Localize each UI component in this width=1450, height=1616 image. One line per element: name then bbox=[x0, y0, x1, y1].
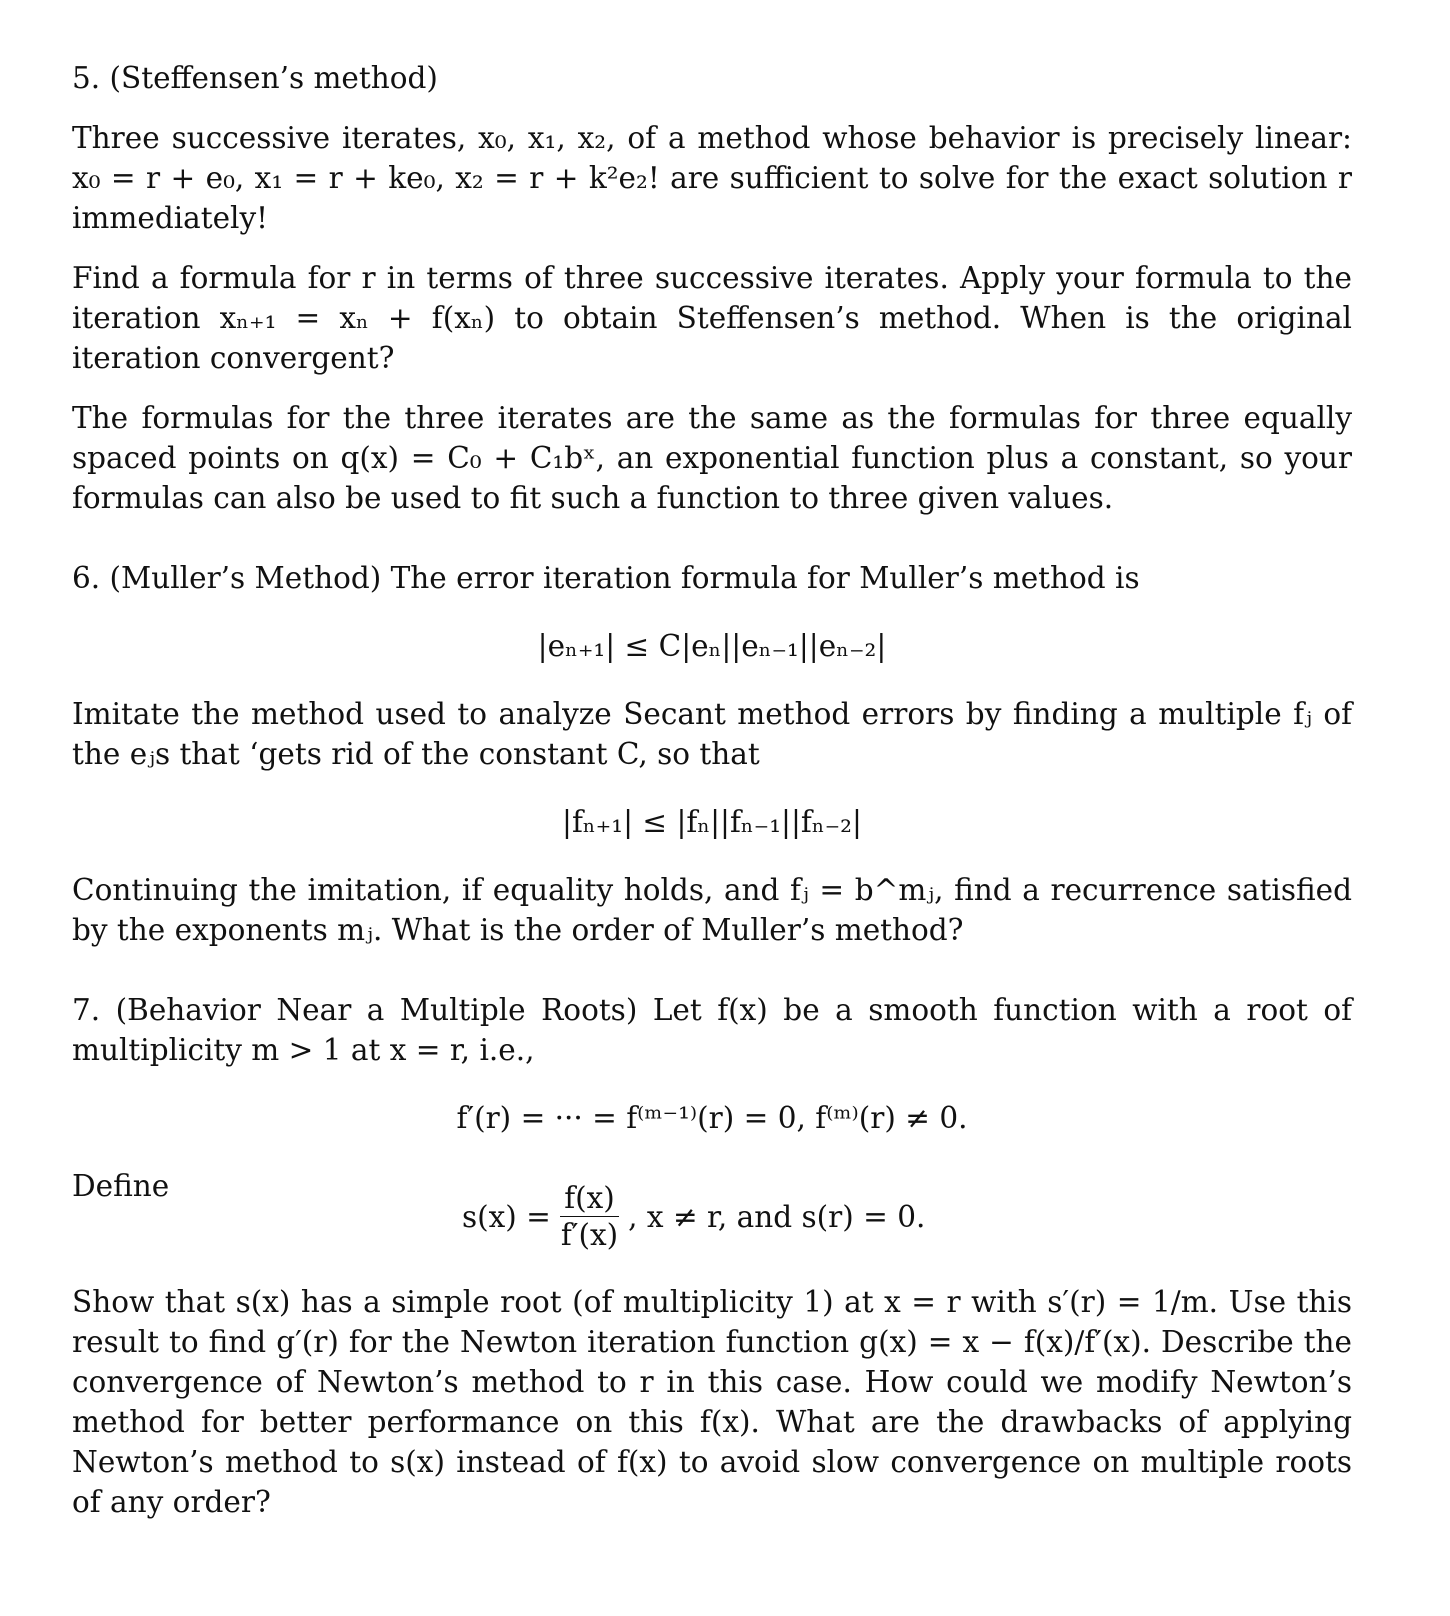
s-definition-fraction bbox=[557, 1180, 622, 1253]
problem-5-paragraph-1: Three successive iterates, x₀, x₁, x₂, of a method whose behavior is precisely linear: x₀ = r + e₀, x₁ = r + ke₀, x₂ = r + k²e₂! are sufficient to solve for the exact solution r immediately! bbox=[72, 121, 1352, 235]
muller-f-formula: |fₙ₊₁| ≤ |fₙ||fₙ₋₁||fₙ₋₂| bbox=[562, 805, 862, 839]
problem-6 bbox=[72, 558, 1352, 950]
fraction-denominator: f′(x) bbox=[560, 1218, 619, 1252]
fraction-numerator: f(x) bbox=[560, 1180, 619, 1217]
problem-6-paragraph-2: Continuing the imitation, if equality holds, and fⱼ = b^mⱼ, find a recurrence satisfied by the exponents mⱼ. What is the order of Muller’s method? bbox=[72, 873, 1352, 947]
problem-7-paragraph: Show that s(x) has a simple root (of multiplicity 1) at x = r with s′(r) = 1/m. Use this result to find g′(r) for the Newton iteration function g(x) = x − f(x)/f′(x). Describe the convergence of Newton’s method to r in this case. How could we modify Newton’s method for better performance on this f(x). What are the drawbacks of applying Newton’s method to s(x) instead of f(x) to avoid slow convergence on multiple roots of any order? bbox=[72, 1285, 1352, 1519]
problem-7 bbox=[72, 990, 1352, 1522]
s-definition-lhs: s(x) = bbox=[462, 1199, 551, 1234]
document-page bbox=[72, 58, 1352, 1522]
definition-block bbox=[72, 1166, 1352, 1262]
problem-5-heading: 5. (Steffensen’s method) bbox=[72, 61, 438, 95]
problem-6-heading: 6. (Muller’s Method) The error iteration formula for Muller’s method is bbox=[72, 561, 1140, 595]
define-label: Define bbox=[72, 1169, 170, 1203]
problem-6-paragraph-1: Imitate the method used to analyze Secant method errors by finding a multiple fⱼ of the eⱼs that ‘gets rid of the constant C, so that bbox=[72, 697, 1352, 771]
multiplicity-condition-formula: f′(r) = ··· = f⁽ᵐ⁻¹⁾(r) = 0, f⁽ᵐ⁾(r) ≠ 0. bbox=[456, 1101, 968, 1135]
problem-5-paragraph-2: Find a formula for r in terms of three successive iterates. Apply your formula to the iteration xₙ₊₁ = xₙ + f(xₙ) to obtain Steffensen’s method. When is the original iteration convergent? bbox=[72, 261, 1352, 375]
muller-error-formula: |eₙ₊₁| ≤ C|eₙ||eₙ₋₁||eₙ₋₂| bbox=[537, 629, 887, 663]
s-definition-formula bbox=[462, 1180, 925, 1253]
problem-5-paragraph-3: The formulas for the three iterates are the same as the formulas for three equally spaced points on q(x) = C₀ + C₁bˣ, an exponential function plus a constant, so your formulas can also be used to fit such a function to three given values. bbox=[72, 401, 1352, 515]
problem-5 bbox=[72, 58, 1352, 518]
problem-7-heading: 7. (Behavior Near a Multiple Roots) Let f(x) be a smooth function with a root of multiplicity m > 1 at x = r, i.e., bbox=[72, 993, 1352, 1067]
s-definition-rhs: , x ≠ r, and s(r) = 0. bbox=[628, 1199, 926, 1234]
